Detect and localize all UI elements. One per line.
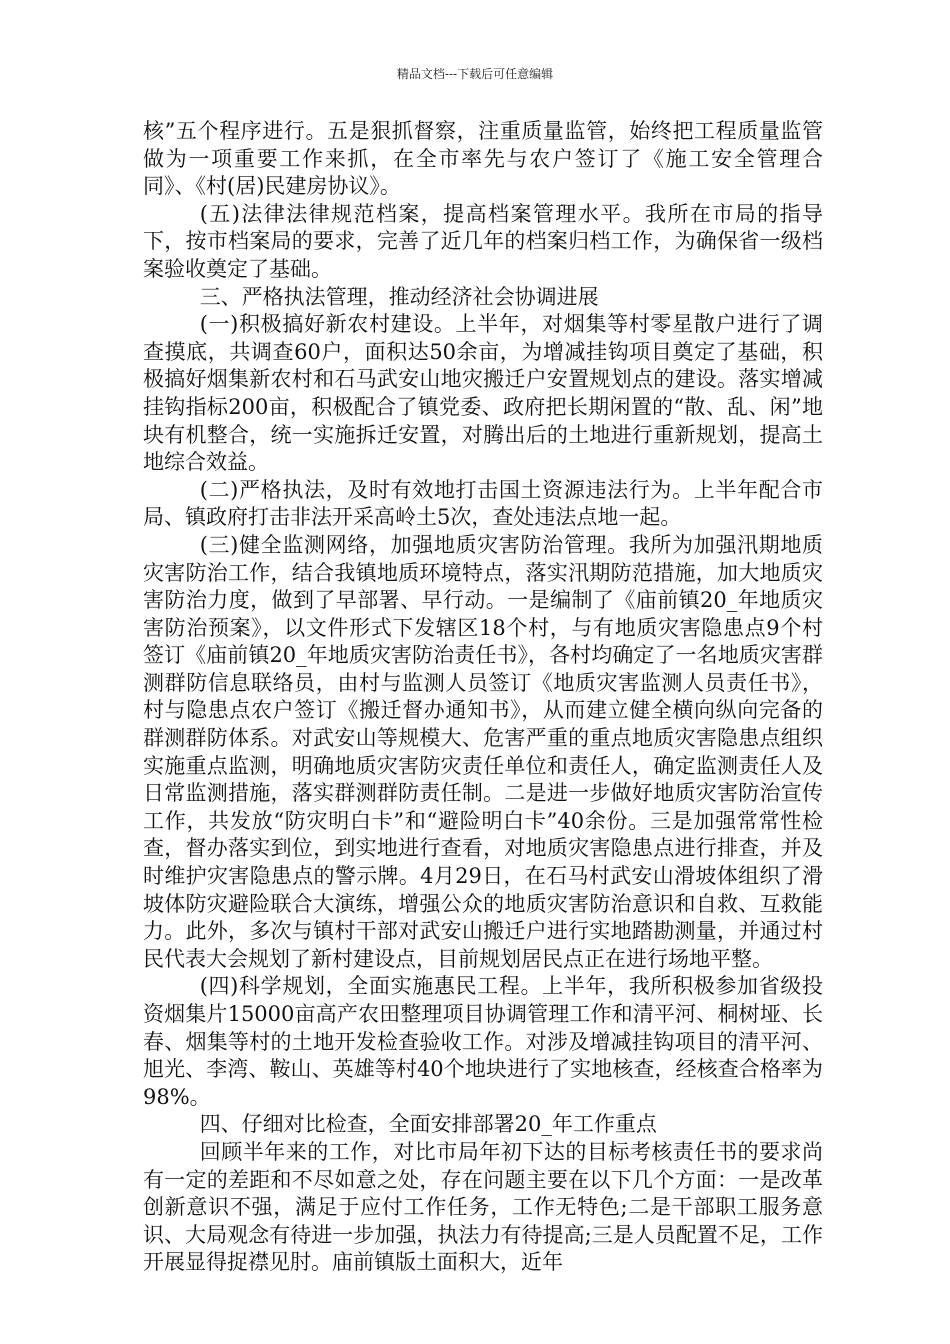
paragraph: (五)法律法律规范档案，提高档案管理水平。我所在市局的指导下，按市档案局的要求，完善了近几年的档案归档工作，为确保省一级档案验收奠定了基础。 bbox=[143, 201, 823, 281]
paragraph: (一)积极搞好新农村建设。上半年，对烟集等村零星散户进行了调查摸底，共调查60户，面积达50余亩，为增减挂钩项目奠定了基础，积极搞好烟集新农村和石马武安山地灾搬迁户安置规划点的建设。落实增减挂钩指标200亩，积极配合了镇党委、政府把长期闲置的“散、乱、闲”地块有机整合，统一实施拆迁安置，对腾出后的土地进行重新规划，提高土地综合效益。 bbox=[143, 312, 823, 475]
paragraph: 核”五个程序进行。五是狠抓督察，注重质量监管，始终把工程质量监管做为一项重要工作来抓，在全市率先与农户签订了《施工安全管理合同》、《村(居)民建房协议》。 bbox=[143, 119, 823, 199]
paragraph: 回顾半年来的工作，对比市局年初下达的目标考核责任书的要求尚有一定的差距和不尽如意之处，存在问题主要在以下几个方面：一是改革创新意识不强，满足于应付工作任务，工作无特色;二是干部职工服务意识、大局观念有待进一步加强，执法力有待提高;三是人员配置不足，工作开展显得捉襟见肘。庙前镇版土面积大，近年 bbox=[143, 1139, 823, 1275]
paragraph: (四)科学规划，全面实施惠民工程。上半年，我所积极参加省级投资烟集片15000亩高产农田整理项目协调管理工作和清平河、桐树垭、长春、烟集等村的土地开发检查验收工作。对涉及增减挂钩项目的清平河、旭光、李湾、鞍山、英雄等村40个地块进行了实地核查，经核查合格率为98%。 bbox=[143, 974, 823, 1109]
section-heading: 三、严格执法管理，推动经济社会协调进展 bbox=[199, 284, 599, 309]
document-body bbox=[143, 118, 823, 1277]
page-header: 精品文档---下载后可任意编辑 bbox=[396, 67, 554, 81]
section-heading: 四、仔细对比检查，全面安排部署20_年工作重点 bbox=[199, 1112, 657, 1137]
paragraph: (二)严格执法，及时有效地打击国土资源违法行为。上半年配合市局、镇政府打击非法开采高岭土5次，查处违法点地一起。 bbox=[143, 477, 823, 530]
paragraph: (三)健全监测网络，加强地质灾害防治管理。我所为加强汛期地质灾害防治工作，结合我镇地质环境特点，落实汛期防范措施，加大地质灾害防治力度，做到了早部署、早行动。一是编制了《庙前镇20_年地质灾害防治预案》，以文件形式下发辖区18个村，与有地质灾害隐患点9个村签订《庙前镇20_年地质灾害防治责任书》，各村均确定了一名地质灾害群测群防信息联络员，由村与监测人员签订《地质灾害监测人员责任书》，村与隐患点农户签订《搬迁督办通知书》，从而建立健全横向纵向完备的群测群防体系。对武安山等规模大、危害严重的重点地质灾害隐患点组织实施重点监测，明确地质灾害防灾责任单位和责任人，确定监测责任人及日常监测措施，落实群测群防责任制。二是进一步做好地质灾害防治宣传工作，共发放“防灾明白卡”和“避险明白卡”40余份。三是加强常常性检查，督办落实到位，到实地进行查看，对地质灾害隐患点进行排查，并及时维护灾害隐患点的警示牌。4月29日，在石马村武安山滑坡体组织了滑坡体防灾避险联合大演练，增强公众的地质灾害防治意识和自救、互救能力。此外，多次与镇村干部对武安山搬迁户进行实地踏勘测量，并通过村民代表大会规划了新村建设点，目前规划居民点正在进行场地平整。 bbox=[143, 532, 823, 971]
